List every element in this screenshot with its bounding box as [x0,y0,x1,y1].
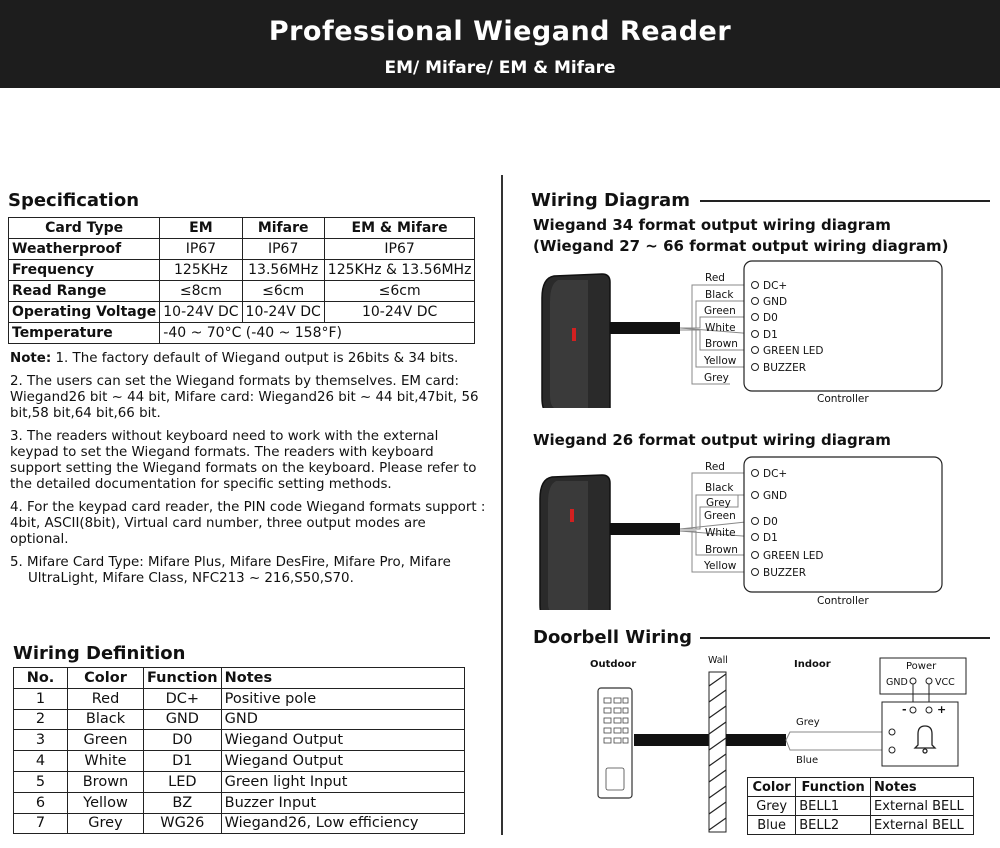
doorbell-cell: BELL2 [796,816,871,835]
wd-cell: 6 [14,792,68,813]
wd-cell: Wiegand Output [221,730,464,751]
spec-cell: 125KHz [160,260,242,281]
wd-cell: D1 [144,751,222,772]
wd-col-header: Color [68,668,144,689]
wd-cell: WG26 [144,813,222,834]
grey-wire-label: Grey [796,717,820,728]
doorbell-cell: Blue [748,816,796,835]
heading-rule [700,637,990,639]
w26-diagram [530,455,990,610]
spec-col-header: Card Type [9,218,160,239]
terminal-d1: D1 [763,329,778,341]
terminal-buzzer: BUZZER [763,567,807,579]
note-4: 4. For the keypad card reader, the PIN code Wiegand formats support : 4bit, ASCII(8bit), Virtual card number, three output modes are optional. [10,500,486,547]
power-gnd-label: GND [886,677,908,688]
wire-label-brown: Brown [705,544,738,556]
wd-cell: GND [144,709,222,730]
wd-cell: Green [68,730,144,751]
wire-label-black: Black [705,289,734,301]
keypad-reader [598,688,632,798]
table-row [748,797,974,816]
table-row [9,239,475,260]
table-row [14,709,465,730]
wd-cell: White [68,751,144,772]
spec-cell: Weatherproof [9,239,160,260]
spec-cell: -40 ~ 70°C (-40 ~ 158°F) [160,323,475,344]
spec-cell: 13.56MHz [242,260,324,281]
note-1 [10,351,488,367]
cable [610,523,680,535]
table-row [14,730,465,751]
spec-cell: Operating Voltage [9,302,160,323]
note-5: 5. Mifare Card Type: Mifare Plus, Mifare DesFire, Mifare Pro, Mifare UltraLight, Mifare Class, NFC213 ~ 216,S50,S70. [10,555,451,586]
wire-label-grey: Grey [704,372,729,384]
wd-cell: 7 [14,813,68,834]
terminal-gnd: GND [763,490,788,502]
notes-section [10,351,488,594]
spec-col-header: EM [160,218,242,239]
card-reader [542,274,610,408]
note-3: 3. The readers without keyboard need to work with the external keypad to set the Wiegand formats. The readers with keyboard support setting the Wiegand formats on the keyboard. Please refer to the detailed documentation for specific setting methods. [10,429,477,492]
spec-header-row [9,218,475,239]
table-row [9,281,475,302]
table-row [9,323,475,344]
table-row [14,688,465,709]
column-divider [501,175,503,835]
table-row [9,302,475,323]
doorbell-cell: External BELL [871,816,974,835]
doorbell-table [747,777,974,835]
spec-cell: 125KHz & 13.56MHz [324,260,475,281]
wire-label-white: White [705,527,736,539]
wall-label: Wall [708,655,728,666]
wd-cell: Positive pole [221,688,464,709]
spec-table [8,217,475,344]
terminal-d0: D0 [763,516,778,528]
spec-cell: 10-24V DC [242,302,324,323]
minus-terminal: - [902,703,907,716]
wd-cell: Wiegand Output [221,751,464,772]
spec-cell: ≤6cm [242,281,324,302]
terminal-led: GREEN LED [763,550,824,562]
terminal-buzzer: BUZZER [763,362,807,374]
spec-cell: IP67 [242,239,324,260]
wd-cell: 5 [14,771,68,792]
wd-cell: Red [68,688,144,709]
note-text: 1. The factory default of Wiegand output is 26bits & 34 bits. [51,351,459,366]
table-row [14,751,465,772]
wd-cell: Black [68,709,144,730]
wd-cell: 4 [14,751,68,772]
wd-cell: GND [221,709,464,730]
wire-label-grey: Grey [706,497,731,509]
wd-cell: Wiegand26, Low efficiency [221,813,464,834]
spec-cell: 10-24V DC [324,302,475,323]
terminal-d0: D0 [763,312,778,324]
spec-cell: Frequency [9,260,160,281]
w26-title: Wiegand 26 format output wiring diagram [533,431,891,449]
power-label: Power [906,661,937,672]
note-label: Note: [10,351,52,366]
w34-subtitle: (Wiegand 27 ~ 66 format output wiring diagram) [533,237,949,255]
spec-cell: 10-24V DC [160,302,242,323]
indoor-label: Indoor [794,659,831,670]
page-subtitle: EM/ Mifare/ EM & Mifare [384,58,616,78]
wd-cell: Yellow [68,792,144,813]
wd-cell: DC+ [144,688,222,709]
wd-cell: Grey [68,813,144,834]
table-row [14,771,465,792]
spec-cell: ≤6cm [324,281,475,302]
doorbell-col-header: Color [748,778,796,797]
doorbell-header-row [748,778,974,797]
terminal-gnd: GND [763,296,788,308]
spec-col-header: EM & Mifare [324,218,475,239]
controller-label: Controller [817,595,869,607]
terminal-dc: DC+ [763,280,788,292]
doorbell-cell: Grey [748,797,796,816]
doorbell-col-header: Function [796,778,871,797]
wd-cell: BZ [144,792,222,813]
wd-cell: 3 [14,730,68,751]
table-row [14,792,465,813]
spec-cell: IP67 [160,239,242,260]
w34-diagram [530,258,990,408]
wd-cell: Brown [68,771,144,792]
doorbell-heading: Doorbell Wiring [533,627,693,648]
spec-cell: Read Range [9,281,160,302]
blue-wire-label: Blue [796,755,819,766]
note-2: 2. The users can set the Wiegand formats by themselves. EM card: Wiegand26 bit ~ 44 bit, Mifare card: Wiegand26 bit ~ 44 bit,47bit, 56 bit,58 bit,64 bit,66 bit. [10,374,479,421]
wd-cell: D0 [144,730,222,751]
spec-cell: Temperature [9,323,160,344]
w34-title: Wiegand 34 format output wiring diagram [533,216,891,234]
header-banner [0,0,1000,88]
wire-label-red: Red [705,461,725,473]
wiring-definition-table [13,667,465,834]
wire-label-black: Black [705,482,734,494]
wiring-diagram-heading: Wiring Diagram [531,190,690,211]
wire-label-green: Green [704,510,736,522]
doorbell-cell: BELL1 [796,797,871,816]
led-indicator [570,509,574,522]
wiring-definition-heading: Wiring Definition [13,643,186,664]
page-title: Professional Wiegand Reader [268,16,732,47]
wire-label-green: Green [704,305,736,317]
power-vcc-label: VCC [935,677,955,688]
wire-label-red: Red [705,272,725,284]
spec-cell: IP67 [324,239,475,260]
wire-label-yellow: Yellow [704,355,737,367]
terminal-d1: D1 [763,532,778,544]
table-row [748,816,974,835]
spec-col-header: Mifare [242,218,324,239]
spec-cell: ≤8cm [160,281,242,302]
spec-heading: Specification [8,190,140,211]
wd-header-row [14,668,465,689]
wd-cell: 2 [14,709,68,730]
wd-cell: Buzzer Input [221,792,464,813]
wd-col-header: Function [144,668,222,689]
terminal-dc: DC+ [763,468,788,480]
wd-cell: 1 [14,688,68,709]
wd-cell: Green light Input [221,771,464,792]
wd-col-header: No. [14,668,68,689]
heading-rule [700,200,990,202]
wire-label-yellow: Yellow [704,560,737,572]
wall [709,672,726,832]
terminal-led: GREEN LED [763,345,824,357]
wire-label-white: White [705,322,736,334]
controller-label: Controller [817,393,869,405]
card-reader [540,475,610,610]
led-indicator [572,328,576,341]
outdoor-label: Outdoor [590,659,637,670]
plus-terminal: + [937,703,947,716]
cable [610,322,680,334]
wd-cell: LED [144,771,222,792]
wd-col-header: Notes [221,668,464,689]
doorbell-box [882,702,958,766]
table-row [9,260,475,281]
table-row [14,813,465,834]
doorbell-cell: External BELL [871,797,974,816]
wire-label-brown: Brown [705,338,738,350]
doorbell-col-header: Notes [871,778,974,797]
